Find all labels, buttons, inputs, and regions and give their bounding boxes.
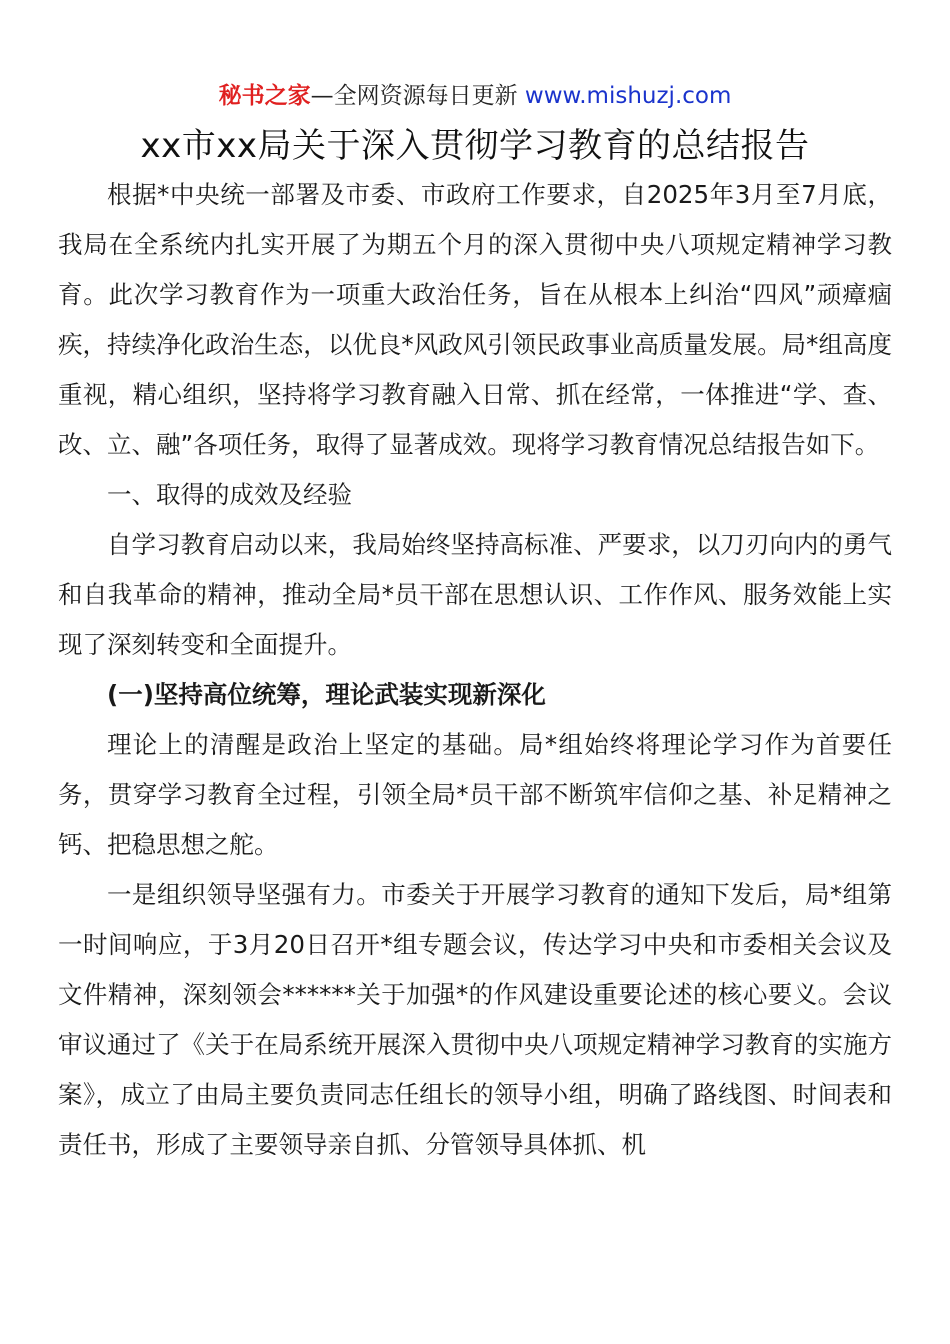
section-intro-paragraph: 自学习教育启动以来，我局始终坚持高标准、严要求，以刀刃向内的勇气和自我革命的精神，推动全局*员干部在思想认识、工作作风、服务效能上实现了深刻转变和全面提升。 (58, 530, 892, 659)
section-heading: 一、取得的成效及经验 (107, 480, 352, 509)
subsection-intro-paragraph: 理论上的清醒是政治上坚定的基础。局*组始终将理论学习作为首要任务，贯穿学习教育全过程，引领全局*员干部不断筑牢信仰之基、补足精神之钙、把稳思想之舵。 (58, 730, 892, 859)
site-name: 秘书之家 (218, 83, 311, 109)
document-title: xx市xx局关于深入贯彻学习教育的总结报告 (140, 126, 810, 166)
intro-paragraph: 根据*中央统一部署及市委、市政府工作要求，自2025年3月至7月底，我局在全系统内扎实开展了为期五个月的深入贯彻中央八项规定精神学习教育。此次学习教育作为一项重大政治任务，旨在从根本上纠治“四风”顽瘴痼疾，持续净化政治生态，以优良*风政风引领民政事业高质量发展。局*组高度重视，精心组织，坚持将学习教育融入日常、抓在经常，一体推进“学、查、改、立、融”各项任务，取得了显著成效。现将学习教育情况总结报告如下。 (58, 180, 892, 459)
document-body (58, 170, 892, 1170)
point-one-paragraph: 一是组织领导坚强有力。市委关于开展学习教育的通知下发后，局*组第一时间响应，于3月20日召开*组专题会议，传达学习中央和市委相关会议及文件精神，深刻领会******关于加强*的作风建设重要论述的核心要义。会议审议通过了《关于在局系统开展深入贯彻中央八项规定精神学习教育的实施方案》，成立了由局主要负责同志任组长的领导小组，明确了路线图、时间表和责任书，形成了主要领导亲自抓、分管领导具体抓、机 (58, 880, 892, 1159)
subsection-heading: (一)坚持高位统筹，理论武装实现新深化 (107, 680, 546, 709)
site-url-link[interactable]: www.mishuzj.com (524, 83, 732, 109)
site-slogan: —全网资源每日更新 (310, 83, 518, 109)
site-header (0, 80, 950, 112)
